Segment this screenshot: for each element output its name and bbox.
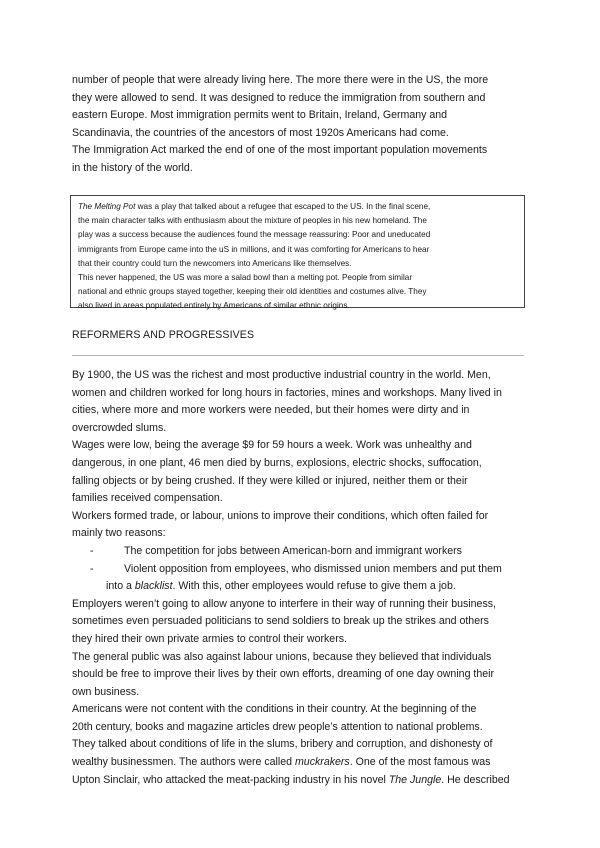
text-line: should be free to improve their lives by their own efforts, dreaming of one day owning their [72, 668, 495, 681]
text-line [72, 772, 532, 790]
text-line: They talked about conditions of life in the slums, bribery and corruption, and dishonesty of [72, 738, 493, 751]
box-line: immigrants from Europe came into the uS in millions, and it was comforting for Americans to hear [78, 244, 430, 254]
box-line: This never happened, the US was more a salad bowl than a melting pot. People from similar [78, 273, 413, 283]
text-line: Wages were low, being the average $9 for 59 hours a week. Work was unhealthy and [72, 439, 472, 452]
text-line: dangerous, in one plant, 46 men died by burns, explosions, electric shocks, suffocation, [72, 456, 482, 469]
list-item-text: The competition for jobs between American-born and immigrant workers [124, 544, 462, 557]
box-line: that their country could turn the newcomers into Americans like themselves. [78, 258, 352, 268]
section-heading: REFORMERS AND PROGRESSIVES [72, 329, 255, 341]
text-line: Employers weren’t going to allow anyone to interfere in their way of running their business, [72, 597, 496, 610]
text-line: in the history of the world. [72, 161, 193, 174]
italic-term: The Jungle [388, 773, 442, 786]
text-line: families received compensation. [72, 492, 223, 505]
bullet-dash: - [90, 544, 94, 557]
text-line: cities, where more and more workers were needed, but their homes were dirty and in [72, 404, 470, 417]
text-line: The general public was also against labour unions, because they believed that individuals [72, 650, 492, 663]
text-line: they hired their own private armies to control their workers. [72, 632, 347, 645]
list-item-continuation [72, 578, 532, 596]
box-line-rest: was a play that talked about a refugee that escaped to the US. In the final scene, [135, 202, 431, 211]
box-line: national and ethnic groups stayed together, keeping their old identities and costumes alive. They [78, 287, 427, 297]
text-line: women and children worked for long hours in factories, mines and workshops. Many lived in [72, 386, 502, 399]
text-line: overcrowded slums. [72, 421, 167, 434]
text-line: Scandinavia, the countries of the ancestors of most 1920s Americans had come. [72, 126, 449, 139]
text-line: mainly two reasons: [72, 527, 166, 540]
intro-paragraph [72, 72, 532, 178]
list-item [72, 543, 532, 561]
heading-divider [72, 355, 524, 356]
box-line: the main character talks with enthusiasm about the mixture of peoples in his new homeland. The [78, 216, 427, 226]
text-line: sometimes even persuaded politicians to send soldiers to break up the strikes and others [72, 615, 489, 628]
text-line: falling objects or by being crushed. If they were killed or injured, neither them or their [72, 474, 468, 487]
text-line: 20th century, books and magazine articles drew people’s attention to national problems. [72, 720, 483, 733]
text-run: . He described [441, 773, 510, 786]
text-line: Workers formed trade, or labour, unions to improve their conditions, which often failed for [72, 509, 489, 522]
list-item [72, 561, 532, 579]
text-line: The Immigration Act marked the end of one of the most important population movements [72, 144, 488, 157]
text-line: they were allowed to send. It was designed to reduce the immigration from southern and [72, 91, 486, 104]
bullet-dash: - [90, 562, 94, 575]
italic-term: muckrakers [294, 756, 350, 769]
text-line: By 1900, the US was the richest and most productive industrial country in the world. Men, [72, 369, 491, 381]
box-line: also lived in areas populated entirely by Americans of similar ethnic origins. [78, 301, 350, 311]
text-run: . One of the most famous was [349, 756, 491, 769]
play-title: The Melting Pot [78, 202, 136, 211]
text-line [72, 754, 532, 772]
text-line: Americans were not content with the conditions in their country. At the beginning of the [72, 703, 477, 716]
text-run: Upton Sinclair, who attacked the meat-packing industry in his novel [72, 773, 389, 786]
text-line: own business. [72, 685, 140, 698]
text-line: eastern Europe. Most immigration permits went to Britain, Ireland, Germany and [72, 109, 448, 122]
box-line [78, 200, 517, 214]
text-run: into a [106, 580, 135, 593]
list-item-text: Violent opposition from employees, who dismissed union members and put them [124, 562, 502, 575]
text-run: wealthy businessmen. The authors were called [72, 756, 295, 769]
text-run: . With this, other employees would refuse to give them a job. [172, 580, 456, 593]
box-line: play was a success because the audiences found the message reassuring: Poor and uneducated [78, 230, 431, 240]
italic-term: blacklist [134, 580, 173, 593]
text-line: number of people that were already living here. The more there were in the US, the more [72, 74, 489, 86]
melting-pot-sidebar-box [70, 195, 525, 311]
section-body [72, 367, 532, 789]
